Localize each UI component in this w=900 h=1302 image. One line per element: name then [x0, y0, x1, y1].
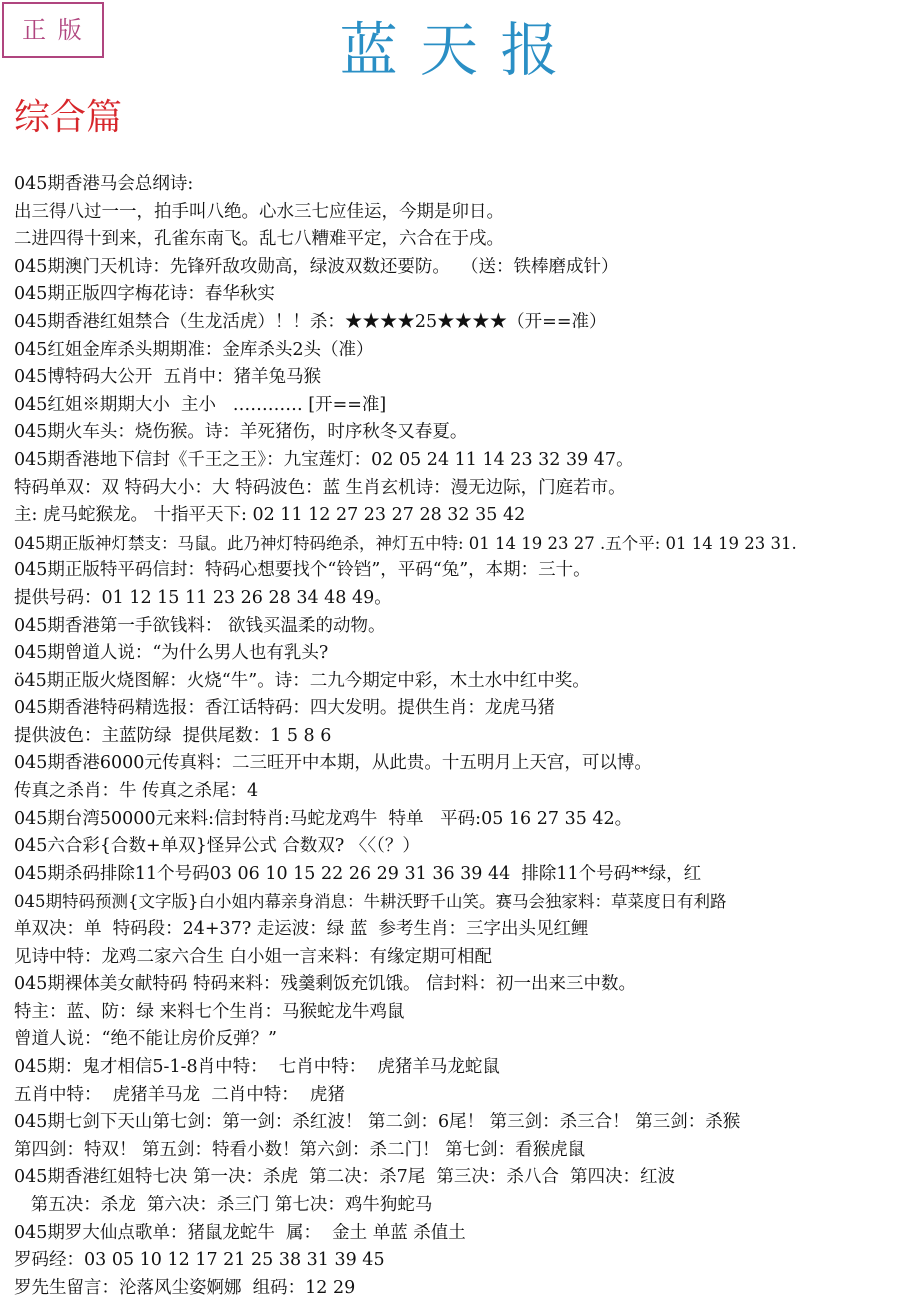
- newspaper-masthead: 蓝 天 报: [339, 16, 561, 84]
- text-line: 045期杀码排除11个号码03 06 10 15 22 26 29 31 36 39 44 排除11个号码**绿，红: [14, 863, 702, 884]
- text-line: 045期香港第一手欲钱料： 欲钱买温柔的动物。: [14, 615, 386, 636]
- text-line: 主: 虎马蛇猴龙。 十指平天下: 02 11 12 27 23 27 28 32 35 42: [14, 505, 526, 526]
- text-line: 045期曾道人说：“为什么男人也有乳头?: [14, 643, 329, 664]
- text-line: 045期香港马会总纲诗:: [14, 174, 194, 194]
- text-line: 045期香港红姐特七决 第一决：杀虎 第二决：杀7尾 第三决：杀八合 第四决：红波: [14, 1167, 675, 1188]
- text-line: 045期裸体美女献特码 特码来料：残羹剩饭充饥饿。 信封料：初一出来三中数。: [14, 974, 637, 995]
- text-line: 二进四得十到来，孔雀东南飞。乱七八糟难平定，六合在于戌。: [14, 229, 504, 250]
- text-line: 五肖中特： 虎猪羊马龙 二肖中特： 虎猪: [14, 1084, 345, 1105]
- text-line: 045期正版特平码信封：特码心想要找个“铃铛”，平码“兔”，本期：三十。: [14, 560, 591, 581]
- text-line: 第五决：杀龙 第六决：杀三门 第七决：鸡牛狗蛇马: [14, 1194, 433, 1215]
- text-line: 045期台湾50000元来料:信封特肖:马蛇龙鸡牛 特单 平码:05 16 27 35 42。: [14, 808, 633, 829]
- text-line: ö45期正版火烧图解：火烧“牛”。诗：二九今期定中彩，木土水中红中奖。: [14, 670, 590, 691]
- text-line: 曾道人说：“绝不能让房价反弹？”: [14, 1029, 277, 1050]
- text-line: 045期香港地下信封《千王之王》：九宝莲灯：02 05 24 11 14 23 32 39 47。: [14, 449, 634, 470]
- text-line: 045期七剑下天山第七剑：第一剑：杀红波！ 第二剑：6尾！ 第三剑：杀三合！ 第三剑：杀猴: [14, 1112, 741, 1133]
- edition-badge: 正 版: [2, 2, 104, 58]
- text-line: 罗先生留言：沦落风尘姿婀娜 组码：12 29: [14, 1277, 356, 1298]
- text-line: 045红姐※期期大小 主小 ………… [开==准]: [14, 394, 387, 415]
- text-line: 提供波色：主蓝防绿 提供尾数：1 5 8 6: [14, 725, 332, 746]
- text-line: 特主：蓝、防：绿 来料七个生肖：马猴蛇龙牛鸡鼠: [14, 1001, 405, 1022]
- text-line: 045期澳门天机诗：先锋歼敌攻勋高，绿波双数还要防。 （送：铁棒磨成针）: [14, 256, 619, 277]
- text-line: 罗码经：03 05 10 12 17 21 25 38 31 39 45: [14, 1250, 385, 1271]
- text-line: 045期特码预测{文字版}白小姐内幕亲身消息：牛耕沃野千山笑。赛马会独家料：草菜度日有利路: [14, 892, 727, 912]
- text-line: 045期火车头：烧伤猴。诗：羊死猪伤，时序秋冬又春夏。: [14, 422, 468, 443]
- text-line: 045期香港红姐禁合（生龙活虎）！！杀：★★★★25★★★★（开==准）: [14, 311, 607, 332]
- text-line: 提供号码：01 12 15 11 23 26 28 34 48 49。: [14, 587, 392, 608]
- text-line: 045期：鬼才相信5-1-8肖中特： 七肖中特： 虎猪羊马龙蛇鼠: [14, 1057, 500, 1077]
- text-line: 单双决：单 特码段：24+37? 走运波：绿 蓝 参考生肖：三字出头见红鲤: [14, 919, 589, 940]
- text-line: 045红姐金库杀头期期准：金库杀头2头（准）: [14, 339, 374, 360]
- text-line: 045期罗大仙点歌单：猪鼠龙蛇牛 属： 金土 单蓝 杀值土: [14, 1222, 466, 1243]
- text-line: 见诗中特：龙鸡二家六合生 白小姐一言来料：有缘定期可相配: [14, 946, 493, 967]
- text-line: 出三得八过一一，拍手叫八绝。心水三七应佳运，今期是卯日。: [14, 201, 504, 222]
- text-line: 045期香港6000元传真料：二三旺开中本期，从此贵。十五明月上天宫，可以博。: [14, 753, 652, 774]
- text-line: 045期香港特码精选报：香江话特码：四大发明。提供生肖：龙虎马猪: [14, 698, 555, 719]
- text-line: 传真之杀肖：牛 传真之杀尾：4: [14, 781, 259, 802]
- text-line: 045期正版四字梅花诗：春华秋实: [14, 284, 275, 305]
- text-line: 045期正版神灯禁支：马鼠。此乃神灯特码绝杀，神灯五中特: 01 14 19 23 27 .五个平: 01 14 19 23 31.: [14, 533, 797, 553]
- text-line: 045博特码大公开 五肖中：猪羊兔马猴: [14, 367, 322, 388]
- text-line: 045六合彩{合数+单双}怪异公式 合数双? 〈〈（？）: [14, 836, 420, 857]
- text-line: 第四剑：特双！ 第五剑：特看小数！第六剑：杀二门！ 第七剑：看猴虎鼠: [14, 1139, 586, 1160]
- content-lines: [14, 171, 898, 1302]
- text-line: 特码单双：双 特码大小：大 特码波色：蓝 生肖玄机诗：漫无边际，门庭若市。: [14, 477, 626, 498]
- section-title: 综合篇: [14, 97, 123, 138]
